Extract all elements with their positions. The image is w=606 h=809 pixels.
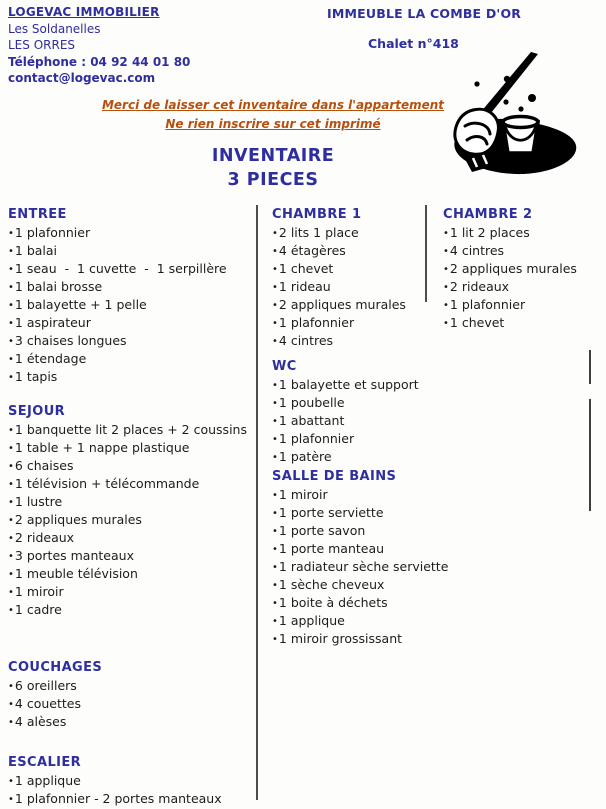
inventory-item: [8, 529, 253, 547]
item-text: 1 plafonnier: [278, 315, 355, 330]
inventory-item: [272, 412, 442, 430]
bullet-icon: •: [8, 794, 14, 805]
bullet-icon: •: [8, 717, 14, 728]
agency-email: contact@logevac.com: [8, 71, 156, 85]
inventory-item: [272, 260, 442, 278]
inventory-item: [272, 430, 442, 448]
bullet-icon: •: [8, 300, 14, 311]
item-text: 1 chevet: [278, 261, 334, 276]
inventory-item: [272, 630, 442, 648]
inventory-item: [8, 475, 253, 493]
bullet-icon: •: [8, 425, 14, 436]
inventory-item: [8, 677, 253, 695]
section-title-entree: ENTREE: [8, 207, 67, 222]
bullet-icon: •: [272, 264, 278, 275]
inventory-item: [272, 522, 442, 540]
right-edge-rule-lower: [589, 399, 591, 511]
section-title-sejour: SEJOUR: [8, 404, 66, 419]
inventory-item: [8, 457, 253, 475]
right-edge-rule-upper: [589, 350, 591, 384]
bullet-icon: •: [272, 562, 278, 573]
bullet-icon: •: [8, 533, 14, 544]
item-text: 1 télévision + télécommande: [14, 476, 200, 491]
item-text: 4 cintres: [449, 243, 505, 258]
inventory-item: [8, 439, 253, 457]
inventory-item: [443, 260, 601, 278]
section-title-wc: WC: [272, 359, 297, 374]
bullet-icon: •: [272, 598, 278, 609]
inventory-item: [8, 242, 253, 260]
item-text: 1 porte savon: [278, 523, 366, 538]
inventory-item: [8, 493, 253, 511]
building-name: IMMEUBLE LA COMBE D'OR: [327, 6, 522, 21]
bullet-icon: •: [8, 776, 14, 787]
item-text: 1 table + 1 nappe plastique: [14, 440, 190, 455]
bullet-icon: •: [8, 354, 14, 365]
item-text: 1 lit 2 places: [449, 225, 530, 240]
bullet-icon: •: [272, 228, 278, 239]
bullet-icon: •: [8, 551, 14, 562]
bullet-icon: •: [272, 544, 278, 555]
inventory-item: [8, 601, 253, 619]
bullet-icon: •: [8, 443, 14, 454]
inventory-item: [272, 540, 442, 558]
agency-address1: Les Soldanelles: [8, 21, 101, 36]
bullet-icon: •: [8, 264, 14, 275]
bullet-icon: •: [8, 569, 14, 580]
inventory-item: [8, 224, 253, 242]
item-text: 1 rideau: [278, 279, 331, 294]
inventory-item: [8, 713, 253, 731]
item-text: 6 chaises: [14, 458, 74, 473]
inventory-item: [272, 394, 442, 412]
bullet-icon: •: [8, 246, 14, 257]
inventory-item: [272, 332, 442, 350]
item-text: 1 étendage: [14, 351, 87, 366]
inventory-item: [272, 612, 442, 630]
bullet-icon: •: [8, 681, 14, 692]
inventory-item: [8, 278, 253, 296]
bullet-icon: •: [8, 228, 14, 239]
bullet-icon: •: [272, 490, 278, 501]
document-title-line-1: INVENTAIRE: [211, 146, 335, 166]
bullet-icon: •: [272, 246, 278, 257]
inventory-item: [8, 547, 253, 565]
bullet-icon: •: [272, 318, 278, 329]
bullet-icon: •: [272, 634, 278, 645]
bullet-icon: •: [272, 616, 278, 627]
inventory-item: [443, 224, 601, 242]
item-text: 1 plafonnier: [449, 297, 526, 312]
item-text: 2 appliques murales: [449, 261, 577, 276]
inventory-item: [443, 278, 601, 296]
bullet-icon: •: [8, 587, 14, 598]
inventory-item: [8, 790, 253, 808]
bullet-icon: •: [272, 416, 278, 427]
section-title-salle-de-bains: SALLE DE BAINS: [272, 469, 397, 484]
inventory-item: [8, 314, 253, 332]
item-text: 4 cintres: [278, 333, 334, 348]
inventory-item: [8, 565, 253, 583]
item-text: 1 patère: [278, 449, 332, 464]
bullet-icon: •: [272, 336, 278, 347]
agency-name: LOGEVAC IMMOBILIER: [8, 5, 160, 19]
bullet-icon: •: [272, 300, 278, 311]
item-text: 1 balai brosse: [14, 279, 103, 294]
inventory-item: [272, 486, 442, 504]
bullet-icon: •: [8, 605, 14, 616]
inventory-column-2: [272, 205, 449, 648]
inventory-item: [8, 583, 253, 601]
item-text: 6 oreillers: [14, 678, 77, 693]
item-text: 2 lits 1 place: [278, 225, 359, 240]
bullet-icon: •: [272, 526, 278, 537]
section-title-couchages: COUCHAGES: [8, 660, 103, 675]
inventory-item: [272, 448, 442, 466]
inventory-item: [272, 314, 442, 332]
inventory-item: [272, 376, 442, 394]
inventory-item: [272, 576, 442, 594]
item-text: 1 poubelle: [278, 395, 345, 410]
item-text: 2 appliques murales: [14, 512, 142, 527]
item-text: 2 rideaux: [449, 279, 510, 294]
column-divider-2: [425, 205, 427, 302]
inventory-item: [272, 504, 442, 522]
item-text: 1 meuble télévision: [14, 566, 138, 581]
item-text: 1 applique: [278, 613, 345, 628]
item-text: 3 chaises longues: [14, 333, 127, 348]
bullet-icon: •: [8, 699, 14, 710]
bullet-icon: •: [272, 282, 278, 293]
inventory-item: [8, 511, 253, 529]
item-text: 1 lustre: [14, 494, 63, 509]
item-text: 1 plafonnier - 2 portes manteaux: [14, 791, 222, 806]
item-text: 1 balai: [14, 243, 58, 258]
section-sejour: [8, 402, 253, 619]
item-text: 1 miroir: [14, 584, 64, 599]
section-chambre-1: [272, 205, 442, 350]
inventory-item: [8, 368, 253, 386]
item-text: 1 aspirateur: [14, 315, 91, 330]
notice-line-1: Merci de laisser cet inventaire dans l'appartement: [101, 98, 445, 112]
item-text: 1 miroir: [278, 487, 328, 502]
item-text: 1 abattant: [278, 413, 345, 428]
bullet-icon: •: [443, 228, 449, 239]
unit-number: Chalet n°418: [368, 36, 459, 51]
item-text: 1 miroir grossissant: [278, 631, 403, 646]
bullet-icon: •: [8, 282, 14, 293]
item-text: 4 étagères: [278, 243, 346, 258]
item-text: 1 sèche cheveux: [278, 577, 385, 592]
notice-line-2: Ne rien inscrire sur cet imprimé: [165, 117, 381, 131]
inventory-item: [8, 296, 253, 314]
bullet-icon: •: [272, 508, 278, 519]
inventory-item: [443, 242, 601, 260]
bullet-icon: •: [272, 380, 278, 391]
document-title-line-2: 3 PIECES: [227, 170, 319, 190]
item-text: 4 couettes: [14, 696, 81, 711]
bullet-icon: •: [8, 372, 14, 383]
inventory-item: [443, 314, 601, 332]
item-text: 1 chevet: [449, 315, 505, 330]
bullet-icon: •: [272, 580, 278, 591]
bullet-icon: •: [443, 318, 449, 329]
inventory-item: [8, 332, 253, 350]
bullet-icon: •: [443, 300, 449, 311]
item-text: 1 banquette lit 2 places + 2 coussins: [14, 422, 247, 437]
inventory-column-1: [8, 205, 253, 808]
bullet-icon: •: [443, 282, 449, 293]
item-text: 1 balayette + 1 pelle: [14, 297, 147, 312]
inventory-item: [8, 350, 253, 368]
item-text: 3 portes manteaux: [14, 548, 134, 563]
column-divider-1: [256, 205, 258, 800]
item-text: 2 rideaux: [14, 530, 75, 545]
bullet-icon: •: [272, 452, 278, 463]
section-couchages: [8, 658, 253, 731]
bullet-icon: •: [8, 497, 14, 508]
inventory-item: [272, 594, 442, 612]
section-wc: [272, 357, 442, 466]
item-text: 1 balayette et support: [278, 377, 419, 392]
inventory-item: [272, 296, 442, 314]
item-text: 4 alèses: [14, 714, 67, 729]
bullet-icon: •: [443, 264, 449, 275]
bullet-icon: •: [272, 398, 278, 409]
item-text: 2 appliques murales: [278, 297, 406, 312]
inventory-item: [443, 296, 601, 314]
item-text: 1 seau - 1 cuvette - 1 serpillère: [14, 261, 227, 276]
item-text: 1 porte manteau: [278, 541, 385, 556]
section-chambre-2: [443, 205, 601, 332]
inventory-item: [272, 224, 442, 242]
inventory-item: [8, 421, 253, 439]
inventory-item: [8, 772, 253, 790]
item-text: 1 radiateur sèche serviette: [278, 559, 449, 574]
item-text: 1 applique: [14, 773, 81, 788]
section-title-escalier: ESCALIER: [8, 755, 82, 770]
inventory-column-3: [443, 205, 601, 332]
inventory-item: [272, 278, 442, 296]
bullet-icon: •: [8, 318, 14, 329]
item-text: 1 plafonnier: [14, 225, 91, 240]
bullet-icon: •: [8, 336, 14, 347]
section-title-chambre-1: CHAMBRE 1: [272, 207, 362, 222]
section-title-chambre-2: CHAMBRE 2: [443, 207, 533, 222]
section-salle-de-bains: [272, 467, 449, 648]
inventory-item: [272, 242, 442, 260]
bullet-icon: •: [443, 246, 449, 257]
bullet-icon: •: [8, 461, 14, 472]
inventory-item: [8, 260, 253, 278]
item-text: 1 boite à déchets: [278, 595, 388, 610]
item-text: 1 porte serviette: [278, 505, 384, 520]
inventory-item: [272, 558, 449, 576]
section-entree: [8, 205, 253, 386]
item-text: 1 plafonnier: [278, 431, 355, 446]
bullet-icon: •: [272, 434, 278, 445]
item-text: 1 tapis: [14, 369, 58, 384]
item-text: 1 cadre: [14, 602, 62, 617]
agency-address2: LES ORRES: [8, 38, 76, 52]
inventory-item: [8, 695, 253, 713]
agency-phone: Téléphone : 04 92 44 01 80: [8, 54, 191, 69]
bullet-icon: •: [8, 479, 14, 490]
bullet-icon: •: [8, 515, 14, 526]
